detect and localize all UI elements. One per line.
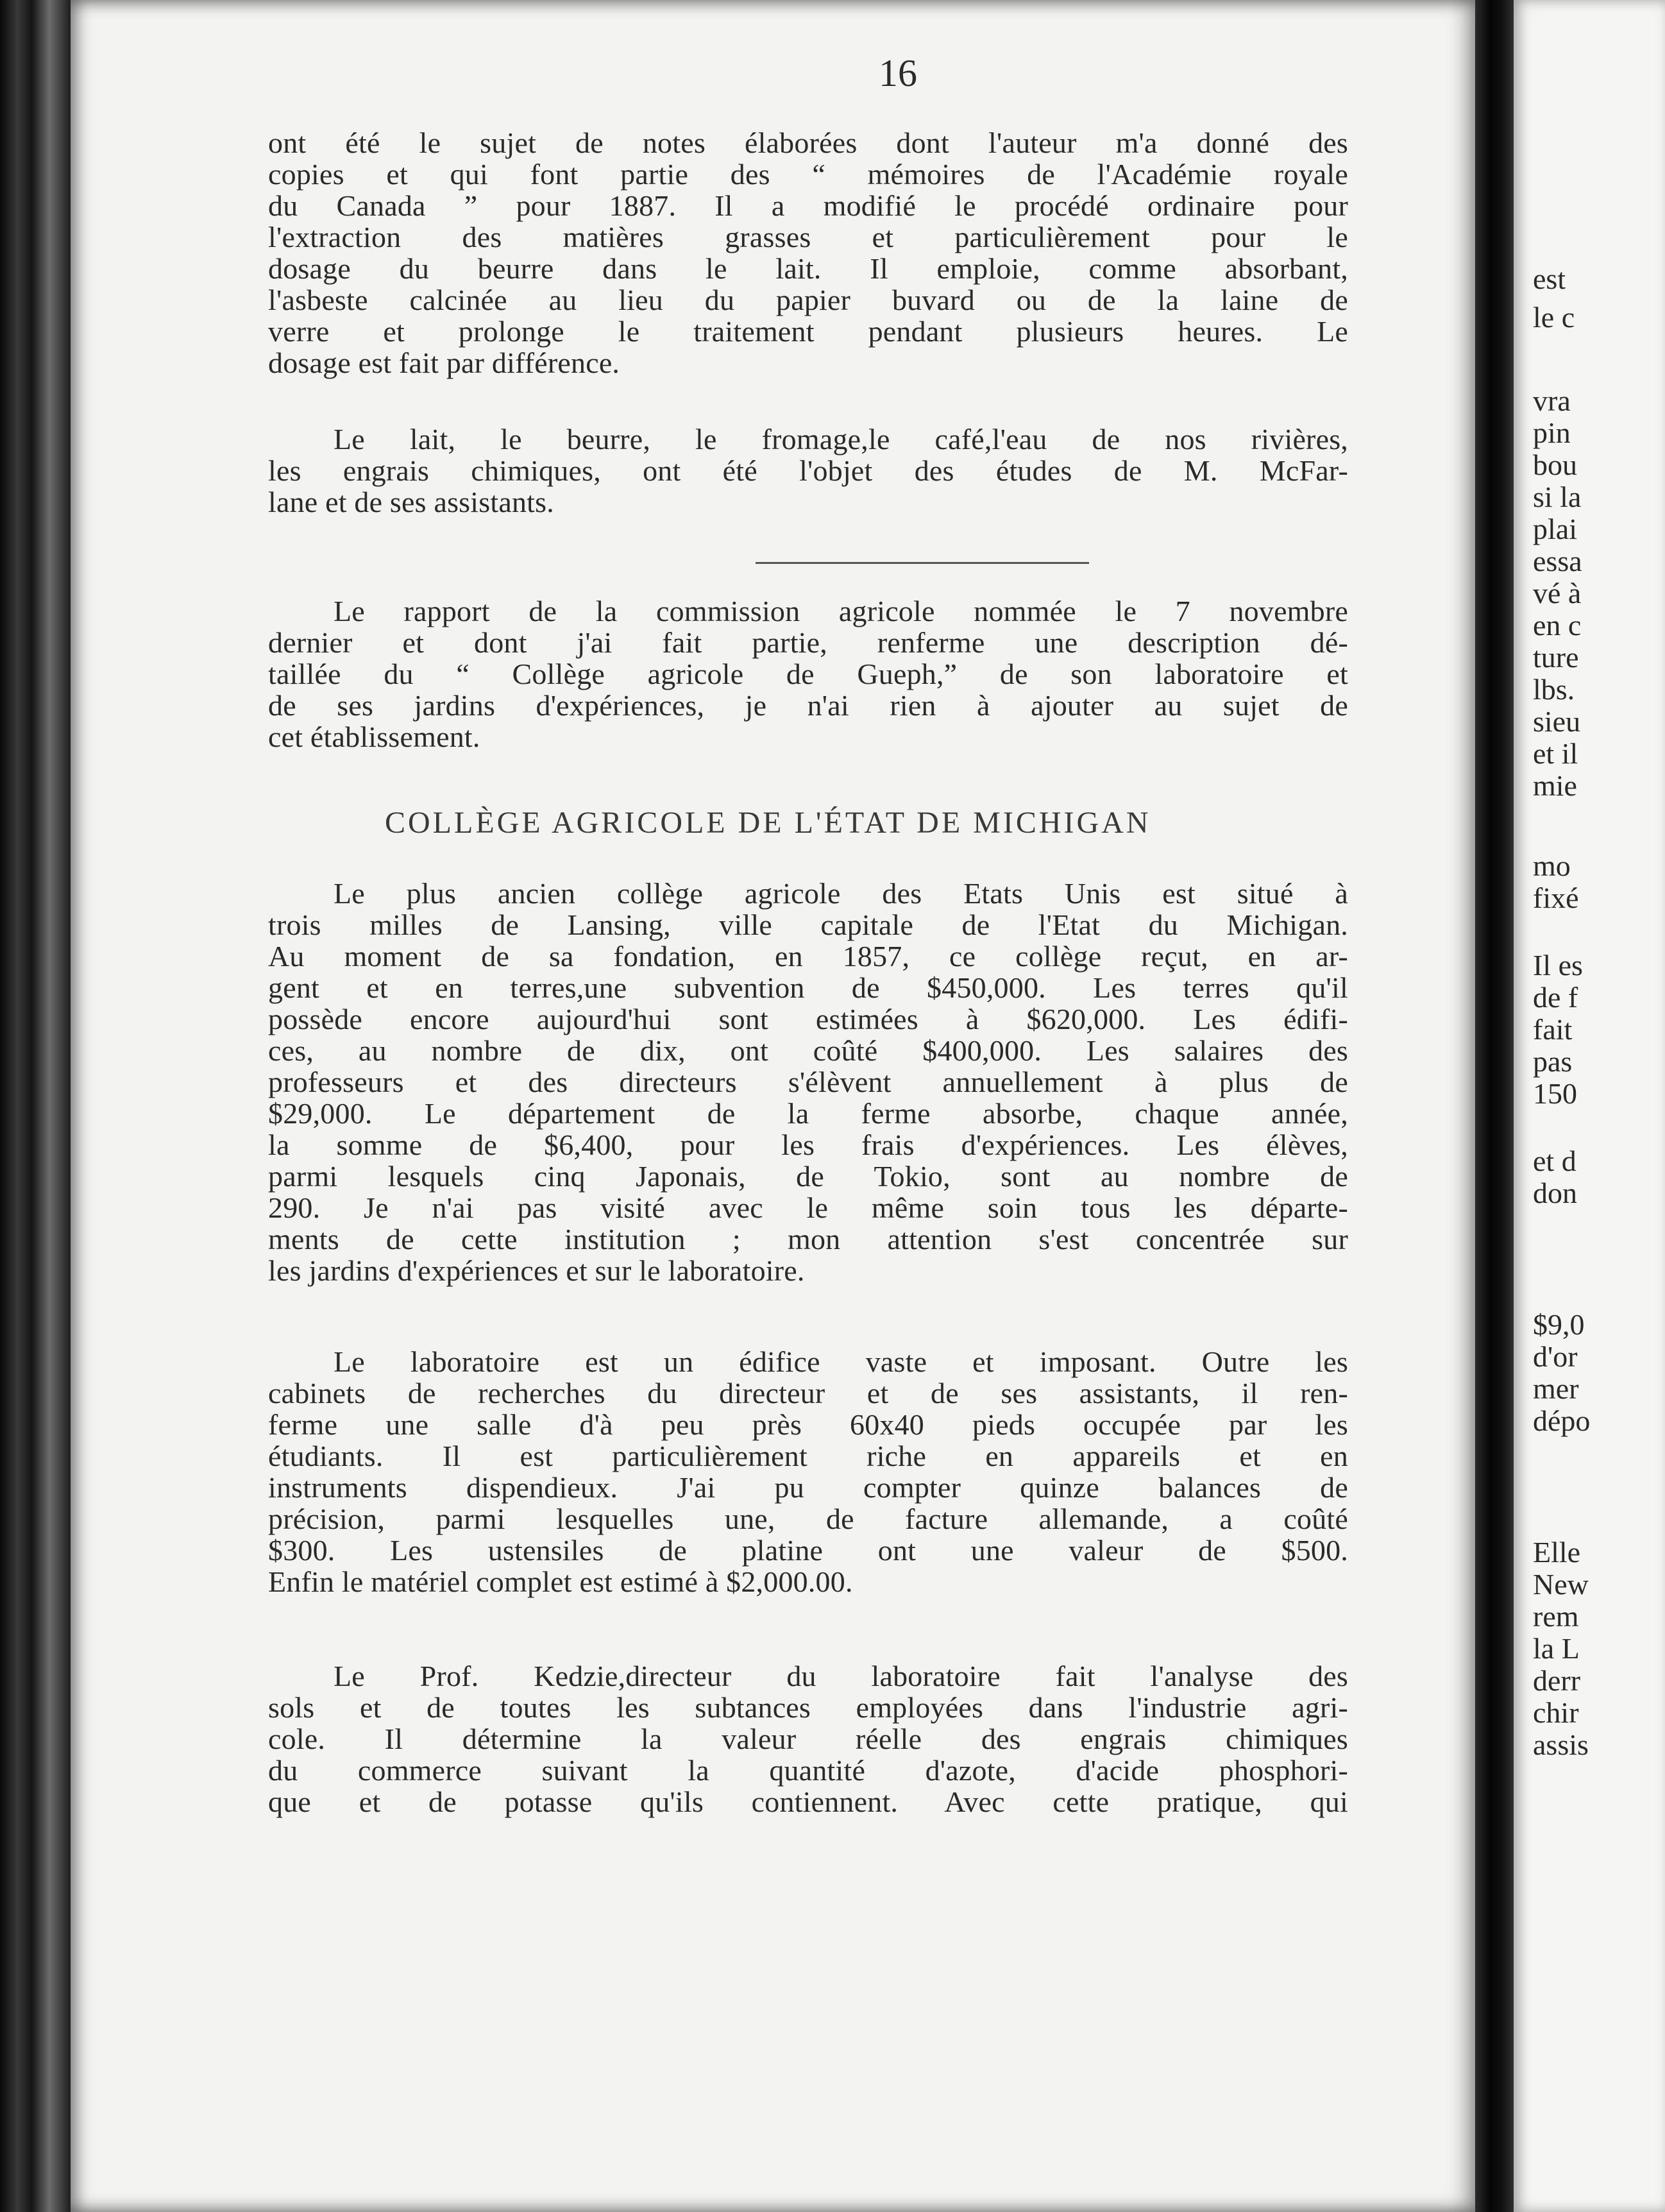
facing-page-fragment: don xyxy=(1533,1177,1577,1209)
book-gutter xyxy=(1475,0,1514,2212)
facing-page-fragment: $9,0 xyxy=(1533,1308,1585,1341)
facing-page-fragment: sieu xyxy=(1533,705,1581,738)
facing-page-fragment: lbs. xyxy=(1533,673,1575,706)
facing-page-fragment: bou xyxy=(1533,448,1577,481)
paragraph-michigan-college xyxy=(268,878,1348,1286)
text-line: cole. Il détermine la valeur réelle des engrais chimiques xyxy=(268,1723,1348,1755)
facing-page-fragment: New xyxy=(1533,1568,1589,1601)
text-line: dosage du beurre dans le lait. Il emploie, comme absorbant, xyxy=(268,252,1348,285)
facing-page-fragment: derr xyxy=(1533,1664,1581,1697)
text-line: les jardins d'expériences et sur le laboratoire. xyxy=(268,1254,805,1287)
text-line: les engrais chimiques, ont été l'objet des études de M. McFar- xyxy=(268,454,1348,487)
text-line: cet établissement. xyxy=(268,720,480,753)
facing-page-fragment: plai xyxy=(1533,513,1577,545)
facing-page-fragment: pas xyxy=(1533,1045,1573,1078)
facing-page-fragment: Il es xyxy=(1533,949,1583,982)
text-line: de ses jardins d'expériences, je n'ai rien à ajouter au sujet de xyxy=(268,689,1348,722)
text-line: Le rapport de la commission agricole nommée le 7 novembre xyxy=(334,595,1348,627)
facing-page-fragment: d'or xyxy=(1533,1340,1578,1373)
text-line: que et de potasse qu'ils contiennent. Avec cette pratique, qui xyxy=(268,1785,1348,1818)
facing-page-fragment: 150 xyxy=(1533,1077,1577,1110)
text-line: Le Prof. Kedzie,directeur du laboratoire fait l'analyse des xyxy=(334,1660,1348,1692)
facing-page-fragment: rem xyxy=(1533,1600,1579,1633)
text-line: parmi lesquels cinq Japonais, de Tokio, sont au nombre de xyxy=(268,1160,1348,1193)
text-line: professeurs et des directeurs s'élèvent annuellement à plus de xyxy=(268,1066,1348,1098)
facing-page-fragment: le c xyxy=(1533,301,1575,334)
text-line: dernier et dont j'ai fait partie, renferme une description dé- xyxy=(268,626,1348,659)
text-line: dosage est fait par différence. xyxy=(268,346,620,379)
text-line: précision, parmi lesquelles une, de facture allemande, a coûté xyxy=(268,1502,1348,1535)
facing-page-fragment: et il xyxy=(1533,737,1578,770)
facing-page-fragment: mie xyxy=(1533,769,1577,802)
text-line: du commerce suivant la quantité d'azote, d'acide phosphori- xyxy=(268,1754,1348,1787)
text-line: l'extraction des matières grasses et particulièrement pour le xyxy=(268,221,1348,253)
facing-page-fragment: dépo xyxy=(1533,1404,1591,1437)
facing-page-fragment: si la xyxy=(1533,481,1582,513)
text-line: Enfin le matériel complet est estimé à $2,000.00. xyxy=(268,1565,853,1598)
paragraph-prof-kedzie xyxy=(268,1660,1348,1817)
paragraph-laboratory xyxy=(268,1346,1348,1597)
text-line: possède encore aujourd'hui sont estimées à $620,000. Les édifi- xyxy=(268,1003,1348,1035)
text-line: cabinets de recherches du directeur et de ses assistants, il ren- xyxy=(268,1377,1348,1409)
paragraph-commission-report xyxy=(268,595,1348,753)
facing-page-fragment: et d xyxy=(1533,1144,1576,1177)
text-line: verre et prolonge le traitement pendant plusieurs heures. Le xyxy=(268,315,1348,348)
facing-page-fragment: chir xyxy=(1533,1696,1579,1729)
text-line: ments de cette institution ; mon attention s'est concentrée sur xyxy=(268,1223,1348,1255)
text-line: lane et de ses assistants. xyxy=(268,486,554,518)
facing-page-fragment: mer xyxy=(1533,1372,1579,1405)
facing-page-fragment: fixé xyxy=(1533,881,1579,914)
paragraph-lait-beurre xyxy=(268,423,1348,518)
text-line: $300. Les ustensiles de platine ont une valeur de $500. xyxy=(268,1534,1348,1567)
facing-page-fragment: la L xyxy=(1533,1632,1580,1665)
text-line: ferme une salle d'à peu près 60x40 pieds occupée par les xyxy=(268,1408,1348,1441)
section-heading: COLLÈGE AGRICOLE DE L'ÉTAT DE MICHIGAN xyxy=(385,806,1151,840)
text-line: du Canada ” pour 1887. Il a modifié le procédé ordinaire pour xyxy=(268,189,1348,222)
facing-page-fragment: fait xyxy=(1533,1013,1573,1046)
text-line: gent et en terres,une subvention de $450,000. Les terres qu'il xyxy=(268,971,1348,1004)
text-line: $29,000. Le département de la ferme absorbe, chaque année, xyxy=(268,1097,1348,1130)
section-divider xyxy=(756,562,1089,564)
text-line: Le laboratoire est un édifice vaste et imposant. Outre les xyxy=(334,1345,1348,1378)
facing-page-fragment: Elle xyxy=(1533,1536,1581,1569)
paragraph-continued-notes xyxy=(268,127,1348,379)
facing-page-fragment: assis xyxy=(1533,1728,1589,1761)
facing-page-fragment: de f xyxy=(1533,981,1578,1014)
facing-page-fragment: en c xyxy=(1533,609,1582,642)
text-line: 290. Je n'ai pas visité avec le même soin tous les départe- xyxy=(268,1191,1348,1224)
facing-page-fragment: ture xyxy=(1533,641,1579,674)
text-line: ont été le sujet de notes élaborées dont l'auteur m'a donné des xyxy=(268,126,1348,159)
facing-page-fragment: mo xyxy=(1533,849,1571,882)
text-line: la somme de $6,400, pour les frais d'expériences. Les élèves, xyxy=(268,1128,1348,1161)
text-line: l'asbeste calcinée au lieu du papier buvard ou de la laine de xyxy=(268,284,1348,316)
page-number: 16 xyxy=(879,52,917,94)
text-line: Le plus ancien collège agricole des Etats Unis est situé à xyxy=(334,877,1348,910)
text-line: Au moment de sa fondation, en 1857, ce collège reçut, en ar- xyxy=(268,940,1348,973)
text-line: Le lait, le beurre, le fromage,le café,l'eau de nos rivières, xyxy=(334,423,1348,455)
text-line: ces, au nombre de dix, ont coûté $400,000. Les salaires des xyxy=(268,1034,1348,1067)
text-line: sols et de toutes les subtances employées dans l'industrie agri- xyxy=(268,1691,1348,1724)
facing-page xyxy=(1514,0,1665,2212)
facing-page-fragment: vra xyxy=(1533,384,1571,417)
book-binding xyxy=(0,0,71,2212)
text-line: trois milles de Lansing, ville capitale de l'Etat du Michigan. xyxy=(268,908,1348,941)
text-line: étudiants. Il est particulièrement riche en appareils et en xyxy=(268,1440,1348,1472)
facing-page-fragment: vé à xyxy=(1533,577,1582,609)
facing-page-fragment: essa xyxy=(1533,545,1582,577)
text-line: taillée du “ Collège agricole de Gueph,” de son laboratoire et xyxy=(268,658,1348,690)
facing-page-fragment: est xyxy=(1533,262,1566,295)
facing-page-fragment: pin xyxy=(1533,416,1571,449)
text-line: copies et qui font partie des “ mémoires de l'Académie royale xyxy=(268,158,1348,191)
text-line: instruments dispendieux. J'ai pu compter quinze balances de xyxy=(268,1471,1348,1504)
